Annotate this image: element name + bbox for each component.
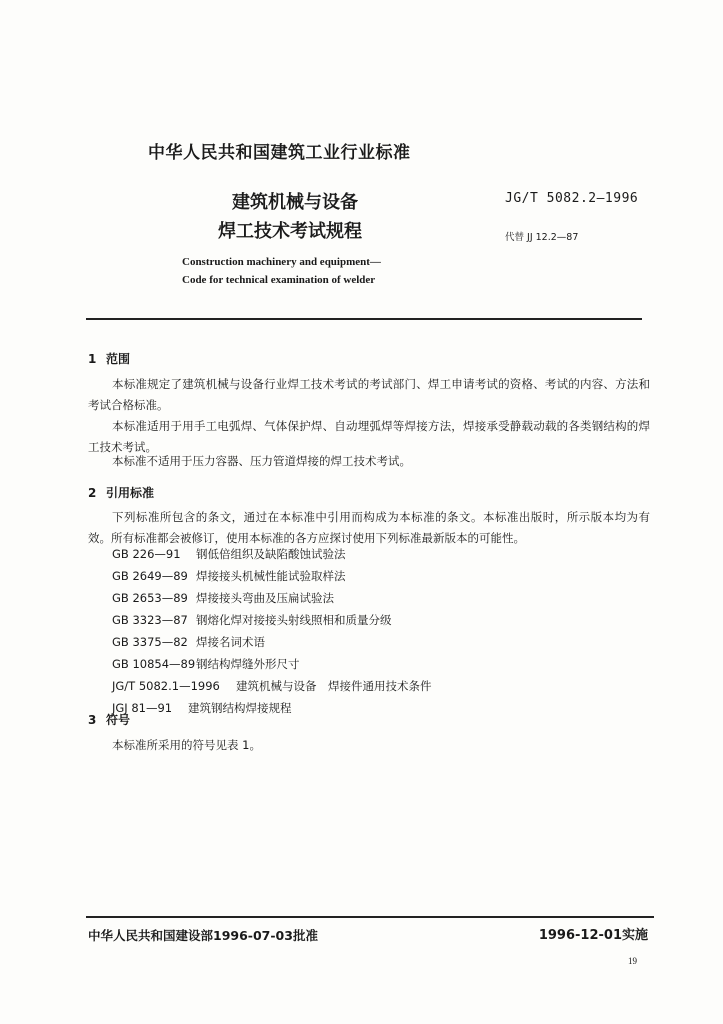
reference-item xyxy=(112,656,300,672)
section-2-number: 2 xyxy=(88,486,97,500)
reference-item xyxy=(112,568,346,584)
reference-item xyxy=(112,590,334,606)
reference-code: GB 10854—89 xyxy=(112,657,196,671)
reference-name: 焊接接头弯曲及压扁试验法 xyxy=(196,591,334,605)
reference-code: GB 2649—89 xyxy=(112,569,188,583)
reference-code: GB 3323—87 xyxy=(112,613,188,627)
approval-note: 中华人民共和国建设部1996-07-03批准 xyxy=(88,928,318,943)
reference-name: 钢结构焊缝外形尺寸 xyxy=(196,657,300,671)
reference-code: JGJ 81—91 xyxy=(112,701,173,715)
english-title-line2: Code for technical examination of welder xyxy=(182,274,376,286)
footer-divider xyxy=(86,916,654,918)
standard-category-header: 中华人民共和国建筑工业行业标准 xyxy=(148,143,411,163)
section-3-title: 符号 xyxy=(106,713,131,727)
reference-item xyxy=(112,612,392,628)
section-3-paragraph-1: 本标准所采用的符号见表 1。 xyxy=(112,738,261,752)
reference-name: 建筑钢结构焊接规程 xyxy=(188,701,292,715)
reference-name: 焊接接头机械性能试验取样法 xyxy=(196,569,346,583)
section-2-paragraph-1: 下列标准所包含的条文，通过在本标准中引用而构成为本标准的条文。本标准出版时，所示版本均为有效。所有标准都会被修订，使用本标准的各方应探讨使用下列标准最新版本的可能性。 xyxy=(88,510,650,545)
section-1-paragraph-2: 本标准适用于用手工电弧焊、气体保护焊、自动埋弧焊等焊接方法，焊接承受静载动载的各类钢结构的焊工技术考试。 xyxy=(88,419,650,454)
reference-code: GB 226—91 xyxy=(112,547,181,561)
section-1-number: 1 xyxy=(88,352,97,366)
document-title-line2: 焊工技术考试规程 xyxy=(218,221,362,242)
english-title-line1: Construction machinery and equipment— xyxy=(182,256,381,268)
standard-number: JG/T 5082.2—1996 xyxy=(505,191,639,206)
document-title-line1: 建筑机械与设备 xyxy=(232,192,358,213)
reference-item xyxy=(112,634,265,650)
reference-name: 钢熔化焊对接接头射线照相和质量分级 xyxy=(196,613,392,627)
replaces-standard: 代替 JJ 12.2—87 xyxy=(505,232,579,243)
reference-item xyxy=(112,546,346,562)
page-number: 19 xyxy=(628,956,637,966)
section-1-title: 范围 xyxy=(106,352,131,366)
reference-name: 钢低倍组织及缺陷酸蚀试验法 xyxy=(196,547,346,561)
reference-item xyxy=(112,700,292,716)
reference-code: JG/T 5082.1—1996 xyxy=(112,679,220,693)
section-2-title: 引用标准 xyxy=(106,486,155,500)
reference-name: 建筑机械与设备 焊接件通用技术条件 xyxy=(236,679,432,693)
effective-date: 1996-12-01实施 xyxy=(538,928,648,943)
section-1-paragraph-1: 本标准规定了建筑机械与设备行业焊工技术考试的考试部门、焊工申请考试的资格、考试的内容、方法和考试合格标准。 xyxy=(88,377,650,412)
reference-code: GB 3375—82 xyxy=(112,635,188,649)
section-3-heading xyxy=(88,711,130,728)
section-1-paragraph-3: 本标准不适用于压力容器、压力管道焊接的焊工技术考试。 xyxy=(112,454,411,468)
section-2-heading xyxy=(88,484,154,501)
reference-code: GB 2653—89 xyxy=(112,591,188,605)
reference-name: 焊接名词术语 xyxy=(196,635,265,649)
header-divider xyxy=(86,318,642,320)
reference-item xyxy=(112,678,432,694)
section-1-heading xyxy=(88,350,130,367)
section-3-number: 3 xyxy=(88,713,97,727)
